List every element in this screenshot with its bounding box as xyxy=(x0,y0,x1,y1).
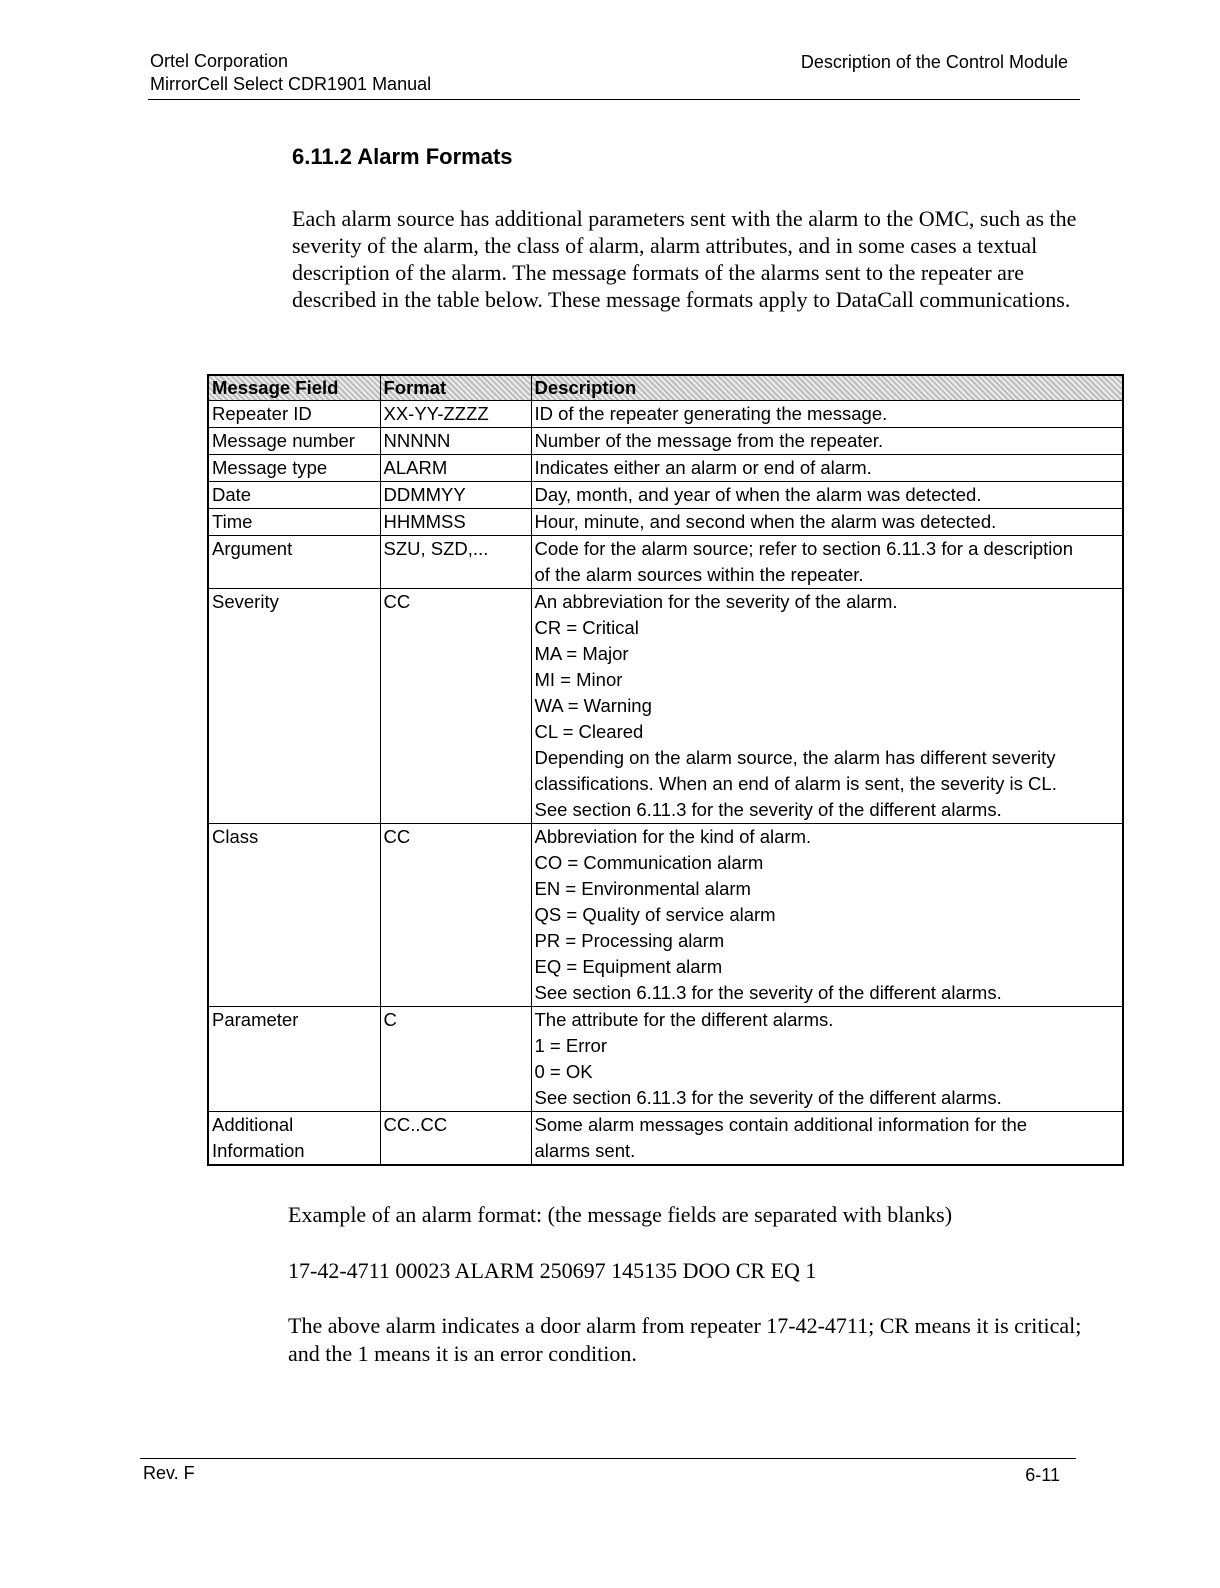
header-section-name: Description of the Control Module xyxy=(800,52,1068,72)
description-line: EQ = Equipment alarm xyxy=(534,956,723,977)
description-line: MA = Major xyxy=(534,643,629,664)
description-line: Abbreviation for the kind of alarm. xyxy=(534,826,812,847)
example-label: Example of an alarm format: (the message fields are separated with blanks) xyxy=(288,1202,953,1227)
description-line: See section 6.11.3 for the severity of the different alarms. xyxy=(534,982,1002,1003)
description-line: Code for the alarm source; refer to section 6.11.3 for a description xyxy=(534,538,1073,559)
table-row xyxy=(208,1112,1123,1166)
description-line: of the alarm sources within the repeater. xyxy=(534,564,864,585)
cell-description xyxy=(531,401,1123,428)
header-divider xyxy=(148,99,1080,100)
cell-format: DDMMYY xyxy=(380,482,531,509)
header-company: Ortel Corporation xyxy=(150,51,289,71)
footer-revision: Rev. F xyxy=(143,1463,195,1483)
section-title: 6.11.2 Alarm Formats xyxy=(292,144,513,169)
cell-format: CC..CC xyxy=(380,1112,531,1166)
description-line: EN = Environmental alarm xyxy=(534,878,751,899)
description-line: See section 6.11.3 for the severity of the different alarms. xyxy=(534,1087,1002,1108)
cell-format: XX-YY-ZZZZ xyxy=(380,401,531,428)
description-line: classifications. When an end of alarm is sent, the severity is CL. xyxy=(534,773,1057,794)
description-line: 1 = Error xyxy=(534,1035,607,1056)
cell-message-field: Date xyxy=(208,482,380,509)
table-row xyxy=(208,455,1123,482)
cell-description xyxy=(531,1007,1123,1112)
description-line: CO = Communication alarm xyxy=(534,852,764,873)
cell-format: CC xyxy=(380,824,531,1007)
description-line: Some alarm messages contain additional information for the xyxy=(534,1114,1028,1135)
description-line: An abbreviation for the severity of the alarm. xyxy=(534,591,898,612)
description-line: WA = Warning xyxy=(534,695,652,716)
column-header-description: Description xyxy=(531,375,1123,401)
description-line: CL = Cleared xyxy=(534,721,644,742)
description-line: alarms sent. xyxy=(534,1140,636,1161)
cell-description xyxy=(531,482,1123,509)
description-line: Day, month, and year of when the alarm was detected. xyxy=(534,484,982,505)
cell-message-field: Argument xyxy=(208,536,380,589)
description-line: Depending on the alarm source, the alarm has different severity xyxy=(534,747,1056,768)
cell-description xyxy=(531,824,1123,1007)
description-line: CR = Critical xyxy=(534,617,639,638)
cell-description xyxy=(531,509,1123,536)
page-header-left xyxy=(150,50,431,96)
column-header-message-field: Message Field xyxy=(208,375,380,401)
description-line: QS = Quality of service alarm xyxy=(534,904,776,925)
table-row xyxy=(208,428,1123,455)
cell-description xyxy=(531,455,1123,482)
cell-format: CC xyxy=(380,589,531,824)
table-row xyxy=(208,401,1123,428)
example-explanation: The above alarm indicates a door alarm from repeater 17-42-4711; CR means it is critical; and the 1 means it is an error condition. xyxy=(288,1313,1082,1366)
description-line: PR = Processing alarm xyxy=(534,930,725,951)
cell-format: C xyxy=(380,1007,531,1112)
footer-page-number: 6-11 xyxy=(1025,1465,1060,1485)
header-manual-title: MirrorCell Select CDR1901 Manual xyxy=(150,74,432,94)
table-header-row xyxy=(208,375,1123,401)
cell-message-field: Time xyxy=(208,509,380,536)
description-line: Number of the message from the repeater. xyxy=(534,430,884,451)
table-row xyxy=(208,824,1123,1007)
table-body xyxy=(208,401,1123,1166)
cell-message-field: Message number xyxy=(208,428,380,455)
cell-description xyxy=(531,589,1123,824)
cell-format: NNNNN xyxy=(380,428,531,455)
cell-message-field: Class xyxy=(208,824,380,1007)
cell-message-field: Message type xyxy=(208,455,380,482)
cell-format: SZU, SZD,... xyxy=(380,536,531,589)
description-line: ID of the repeater generating the message. xyxy=(534,403,888,424)
column-header-format: Format xyxy=(380,375,531,401)
description-line: See section 6.11.3 for the severity of the different alarms. xyxy=(534,799,1002,820)
cell-description xyxy=(531,428,1123,455)
cell-description xyxy=(531,1112,1123,1166)
footer-divider xyxy=(140,1458,1076,1459)
cell-format: HHMMSS xyxy=(380,509,531,536)
table-row xyxy=(208,589,1123,824)
cell-format: ALARM xyxy=(380,455,531,482)
table-row xyxy=(208,1007,1123,1112)
description-line: MI = Minor xyxy=(534,669,623,690)
cell-message-field: Parameter xyxy=(208,1007,380,1112)
description-line: 0 = OK xyxy=(534,1061,593,1082)
table-row xyxy=(208,536,1123,589)
table-row xyxy=(208,482,1123,509)
cell-message-field: Severity xyxy=(208,589,380,824)
description-line: Hour, minute, and second when the alarm was detected. xyxy=(534,511,997,532)
description-line: The attribute for the different alarms. xyxy=(534,1009,834,1030)
description-line: Indicates either an alarm or end of alarm. xyxy=(534,457,872,478)
example-message: 17-42-4711 00023 ALARM 250697 145135 DOO CR EQ 1 xyxy=(288,1258,817,1283)
alarm-format-table xyxy=(207,374,1124,1166)
cell-message-field: Repeater ID xyxy=(208,401,380,428)
table-row xyxy=(208,509,1123,536)
cell-description xyxy=(531,536,1123,589)
intro-paragraph: Each alarm source has additional parameters sent with the alarm to the OMC, such as the severity of the alarm, the class of alarm, alarm attributes, and in some cases a textual description of the alarm. The message formats of the alarms sent to the repeater are described in the table below. These message formats apply to DataCall communications. xyxy=(292,206,1077,312)
cell-message-field: Additional Information xyxy=(208,1112,380,1166)
